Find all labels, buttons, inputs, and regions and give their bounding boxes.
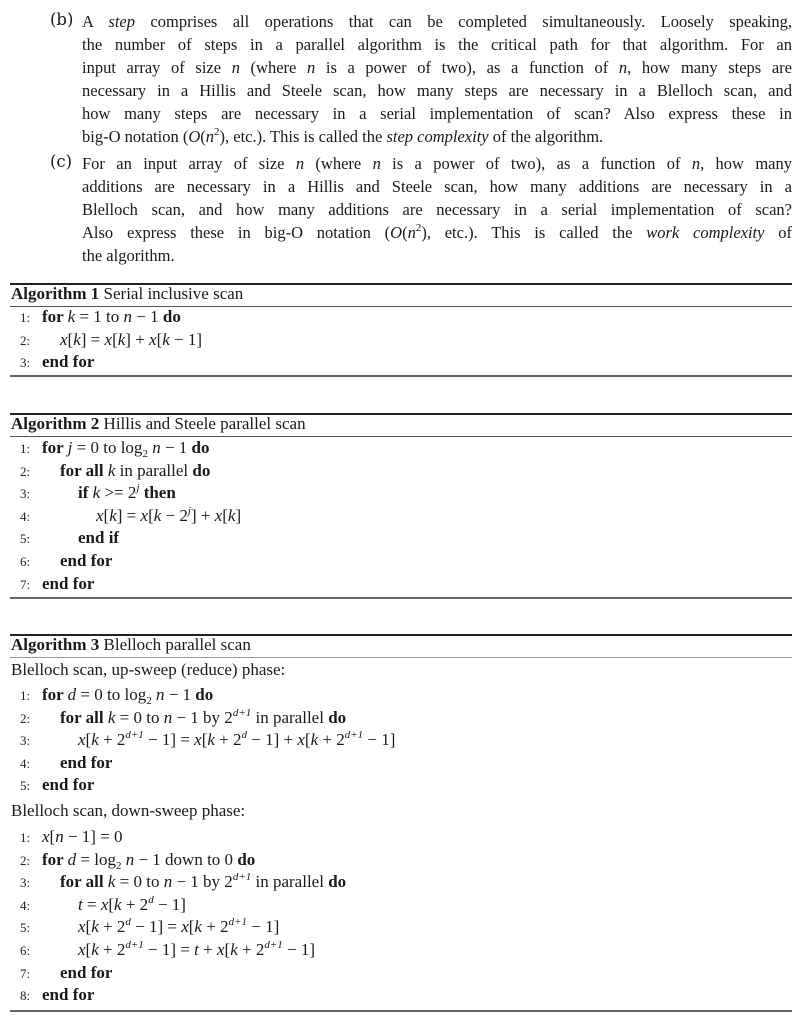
math-italic: k: [153, 505, 162, 525]
math-italic: n: [372, 154, 381, 173]
algorithm-3-caption-rule: [10, 657, 792, 658]
algorithm-statement: [78, 528, 119, 548]
superscript: j: [187, 504, 191, 517]
text-line: the algorithm.: [82, 246, 175, 265]
keyword: do: [191, 438, 210, 457]
algorithm-statement: for all k = 0 to n − 1 by $2^{d+1}$ in parallel do: [60, 706, 347, 727]
line-number: 4:: [20, 897, 31, 913]
math-italic: n: [152, 438, 161, 457]
keyword: if: [78, 483, 93, 503]
algorithm-statement: x[n − 1] = 0: [42, 827, 123, 846]
math-italic: k: [227, 505, 236, 525]
superscript: 2: [415, 222, 422, 234]
algorithm-statement: [42, 352, 94, 372]
keyword: end for: [42, 985, 95, 1005]
math-italic: j: [67, 438, 73, 457]
keyword: end for: [42, 573, 95, 593]
superscript: d+1: [228, 916, 247, 929]
superscript: d: [125, 916, 131, 929]
math-italic: x: [78, 730, 86, 750]
algorithm-2-bottom-rule: [10, 597, 792, 599]
algorithm-3-caption: [11, 635, 251, 655]
keyword: for: [42, 307, 68, 326]
keyword: then: [143, 483, 176, 503]
math-italic: k: [107, 872, 116, 892]
math-italic: k: [91, 917, 99, 937]
keyword: end for: [60, 752, 113, 772]
algorithm-statement: for all k = 0 to n − 1 by $2^{d+1}$ in parallel do: [60, 871, 347, 892]
math-italic: O: [390, 223, 403, 242]
math-italic: x: [104, 329, 113, 349]
math-italic: k: [207, 730, 215, 750]
algorithm-statement: if $k >= 2^j$ then: [78, 482, 176, 503]
algorithm-statement: [60, 551, 112, 571]
text-line: input array of size n (where n is a power of two), as a function of n, how many steps are: [82, 58, 792, 77]
line-number: 3:: [20, 355, 31, 371]
text-line: Blelloch scan, and how many additions are necessary in a serial implementation of scan?: [82, 200, 792, 219]
subscript: 2: [146, 695, 152, 707]
algorithm-statement: for all k in parallel do: [60, 460, 211, 480]
algorithm-statement: [60, 963, 112, 983]
keyword: do: [237, 849, 256, 869]
math-italic: step complexity: [386, 127, 489, 146]
downsweep-heading: Blelloch scan, down-sweep phase:: [11, 801, 246, 820]
math-italic: x: [216, 940, 225, 959]
math-italic: k: [310, 730, 319, 750]
line-number: 1:: [20, 441, 31, 456]
math-italic: n: [407, 223, 416, 242]
superscript: d+1: [125, 729, 144, 742]
keyword: do: [328, 872, 347, 892]
math-italic: x: [78, 917, 86, 937]
line-number: 5:: [20, 531, 31, 547]
keyword: end for: [42, 775, 95, 795]
line-number: 1:: [20, 310, 31, 325]
math-italic: x: [297, 730, 305, 750]
line-number: 8:: [20, 988, 31, 1004]
math-italic: n: [55, 827, 64, 846]
math-italic: x: [42, 827, 50, 846]
algorithm-3-number: Algorithm 3: [11, 635, 100, 654]
algorithm-3-bottom-rule: [10, 1010, 792, 1012]
math-italic: n: [123, 307, 133, 326]
superscript: d: [148, 893, 154, 906]
text-line: A step comprises all operations that can be completed simultaneously. Loosely speaking,: [82, 12, 792, 31]
algorithm-statement: for d = 0 to $\log_2 n - 1$ do: [42, 685, 214, 707]
algorithm-statement: for $d = \log_2 n - 1$ down to 0 do: [42, 849, 256, 872]
line-number: 1:: [20, 688, 31, 703]
line-number: 6:: [20, 554, 31, 569]
algorithm-statement: [42, 985, 94, 1005]
text-line: necessary in a Hillis and Steele scan, how many steps are necessary in a Blelloch scan, and: [82, 81, 792, 100]
math-italic: n: [155, 685, 165, 704]
math-italic: k: [109, 505, 117, 525]
upsweep-heading: Blelloch scan, up-sweep (reduce) phase:: [11, 660, 286, 679]
math-italic: x: [140, 505, 149, 525]
line-number: 5:: [20, 778, 31, 794]
math-italic: n: [618, 58, 628, 77]
math-italic: x: [194, 730, 202, 750]
algorithm-2-caption-rule: [10, 436, 792, 437]
math-italic: x: [181, 917, 189, 937]
math-italic: t: [194, 940, 199, 959]
superscript: d+1: [232, 706, 252, 719]
math-italic: n: [163, 707, 173, 727]
text-line: Also express these in big-O notation ($O(n^2)$, etc.). This is called the work complexity of: [82, 222, 792, 242]
math-italic: k: [107, 707, 116, 727]
keyword: for all: [60, 707, 108, 727]
keyword: do: [328, 707, 347, 727]
math-italic: k: [162, 329, 170, 349]
algorithm-statement: for k = 1 to n − 1 do: [42, 307, 181, 326]
math-italic: x: [100, 894, 109, 914]
algorithm-3-title: Blelloch parallel scan: [103, 635, 251, 654]
line-number: 7:: [20, 576, 31, 592]
line-number: 2:: [20, 852, 31, 868]
algorithm-2-title: Hillis and Steele parallel scan: [103, 414, 306, 433]
math-italic: n: [231, 58, 240, 77]
math-italic: k: [230, 940, 238, 959]
math-italic: x: [60, 329, 68, 349]
math-italic: n: [125, 849, 135, 869]
keyword: end for: [60, 962, 113, 982]
algorithm-statement: for j = 0 to $\log_2 n - 1$ do: [42, 438, 210, 460]
superscript: d: [241, 729, 247, 742]
line-number: 3:: [20, 875, 31, 891]
keyword: for all: [60, 872, 108, 892]
subscript: 2: [115, 859, 122, 872]
line-number: 4:: [20, 755, 31, 771]
question-c-text: [82, 152, 792, 267]
algorithm-1-number: Algorithm 1: [11, 284, 100, 303]
algorithm-statement: $t = x[k + 2^d - 1]$: [78, 893, 186, 914]
keyword: end for: [42, 352, 95, 372]
math-italic: k: [107, 460, 116, 480]
line-number: 2:: [20, 463, 31, 479]
line-number: 6:: [20, 943, 31, 958]
keyword: do: [192, 460, 211, 480]
math-italic: k: [194, 917, 202, 937]
line-number: 2:: [20, 332, 31, 348]
algorithm-statement: [60, 753, 112, 773]
math-italic: k: [92, 483, 101, 503]
text-line: big-O notation ($O(n^2)$, etc.). This is called the step complexity of the algorithm.: [82, 126, 604, 146]
text-line: For an input array of size n (where n is a power of two), as a function of n, how many: [82, 154, 792, 173]
superscript: d+1: [264, 939, 283, 951]
line-number: 1:: [20, 830, 31, 845]
math-italic: k: [91, 940, 99, 959]
math-italic: k: [73, 329, 81, 349]
math-italic: n: [306, 58, 316, 77]
algorithm-statement: $x[k + 2^d - 1] = x[k + 2^{d+1} - 1]$: [78, 916, 280, 937]
keyword: for all: [60, 460, 108, 480]
line-number: 2:: [20, 710, 31, 726]
math-italic: work complexity: [646, 223, 765, 242]
keyword: do: [195, 685, 214, 704]
text-line: how many steps are necessary in a serial implementation of scan? Also express these in: [82, 104, 792, 123]
line-number: 4:: [20, 508, 31, 524]
math-italic: d: [67, 849, 77, 869]
line-number: 7:: [20, 965, 31, 981]
keyword: do: [162, 307, 181, 326]
math-italic: d: [67, 685, 77, 704]
algorithm-1-bottom-rule: [10, 375, 792, 377]
math-italic: k: [91, 730, 99, 750]
algorithm-1-title: Serial inclusive scan: [103, 284, 244, 303]
keyword: for: [42, 438, 68, 457]
math-italic: O: [188, 127, 201, 146]
math-italic: step: [108, 12, 136, 31]
keyword: end for: [60, 551, 113, 570]
superscript: d+1: [344, 729, 364, 742]
math-italic: t: [78, 894, 83, 914]
math-italic: x: [149, 329, 157, 349]
subscript: 2: [142, 448, 148, 460]
question-c-label: (c): [50, 152, 73, 171]
math-italic: n: [163, 872, 173, 892]
math-italic: n: [205, 127, 214, 146]
math-italic: n: [691, 154, 701, 173]
algorithm-statement: $x[k] = x[k - 2^j] + x[k]$: [96, 504, 242, 525]
question-b-label: (b): [50, 10, 74, 29]
algorithm-1-caption: [11, 284, 243, 304]
keyword: for: [42, 849, 68, 869]
line-number: 3:: [20, 733, 31, 749]
superscript: d+1: [232, 871, 252, 884]
superscript: j: [136, 482, 140, 495]
math-italic: k: [67, 307, 76, 326]
math-italic: x: [96, 505, 104, 525]
math-italic: k: [114, 894, 122, 914]
algorithm-statement: [42, 775, 94, 795]
math-italic: x: [78, 940, 86, 959]
question-b-text: [82, 10, 792, 148]
superscript: 2: [214, 126, 220, 138]
math-italic: n: [295, 154, 305, 173]
line-number: 5:: [20, 920, 31, 936]
text-line: the number of steps in a parallel algorithm is the critical path for that algorithm. For an: [82, 35, 792, 54]
algorithm-statement: x[k] = x[k] + x[k − 1]: [60, 329, 203, 349]
line-number: 3:: [20, 486, 31, 502]
algorithm-2-caption: [11, 414, 306, 434]
superscript: d+1: [125, 939, 144, 951]
keyword: for: [42, 685, 68, 704]
math-italic: x: [214, 505, 223, 525]
algorithm-statement: $x[k + 2^{d+1} - 1] = t + x[k + 2^{d+1} - 1]$: [78, 939, 316, 959]
algorithm-statement: [42, 574, 94, 594]
algorithm-2-number: Algorithm 2: [11, 414, 100, 433]
keyword: end if: [78, 528, 120, 548]
math-italic: k: [117, 329, 126, 349]
algorithm-statement: $x[k + 2^{d+1} - 1] = x[k + 2^d - 1] + x[k + 2^{d+1} - 1]$: [78, 729, 396, 750]
text-line: additions are necessary in a Hillis and Steele scan, how many additions are necessary in a: [82, 177, 792, 196]
